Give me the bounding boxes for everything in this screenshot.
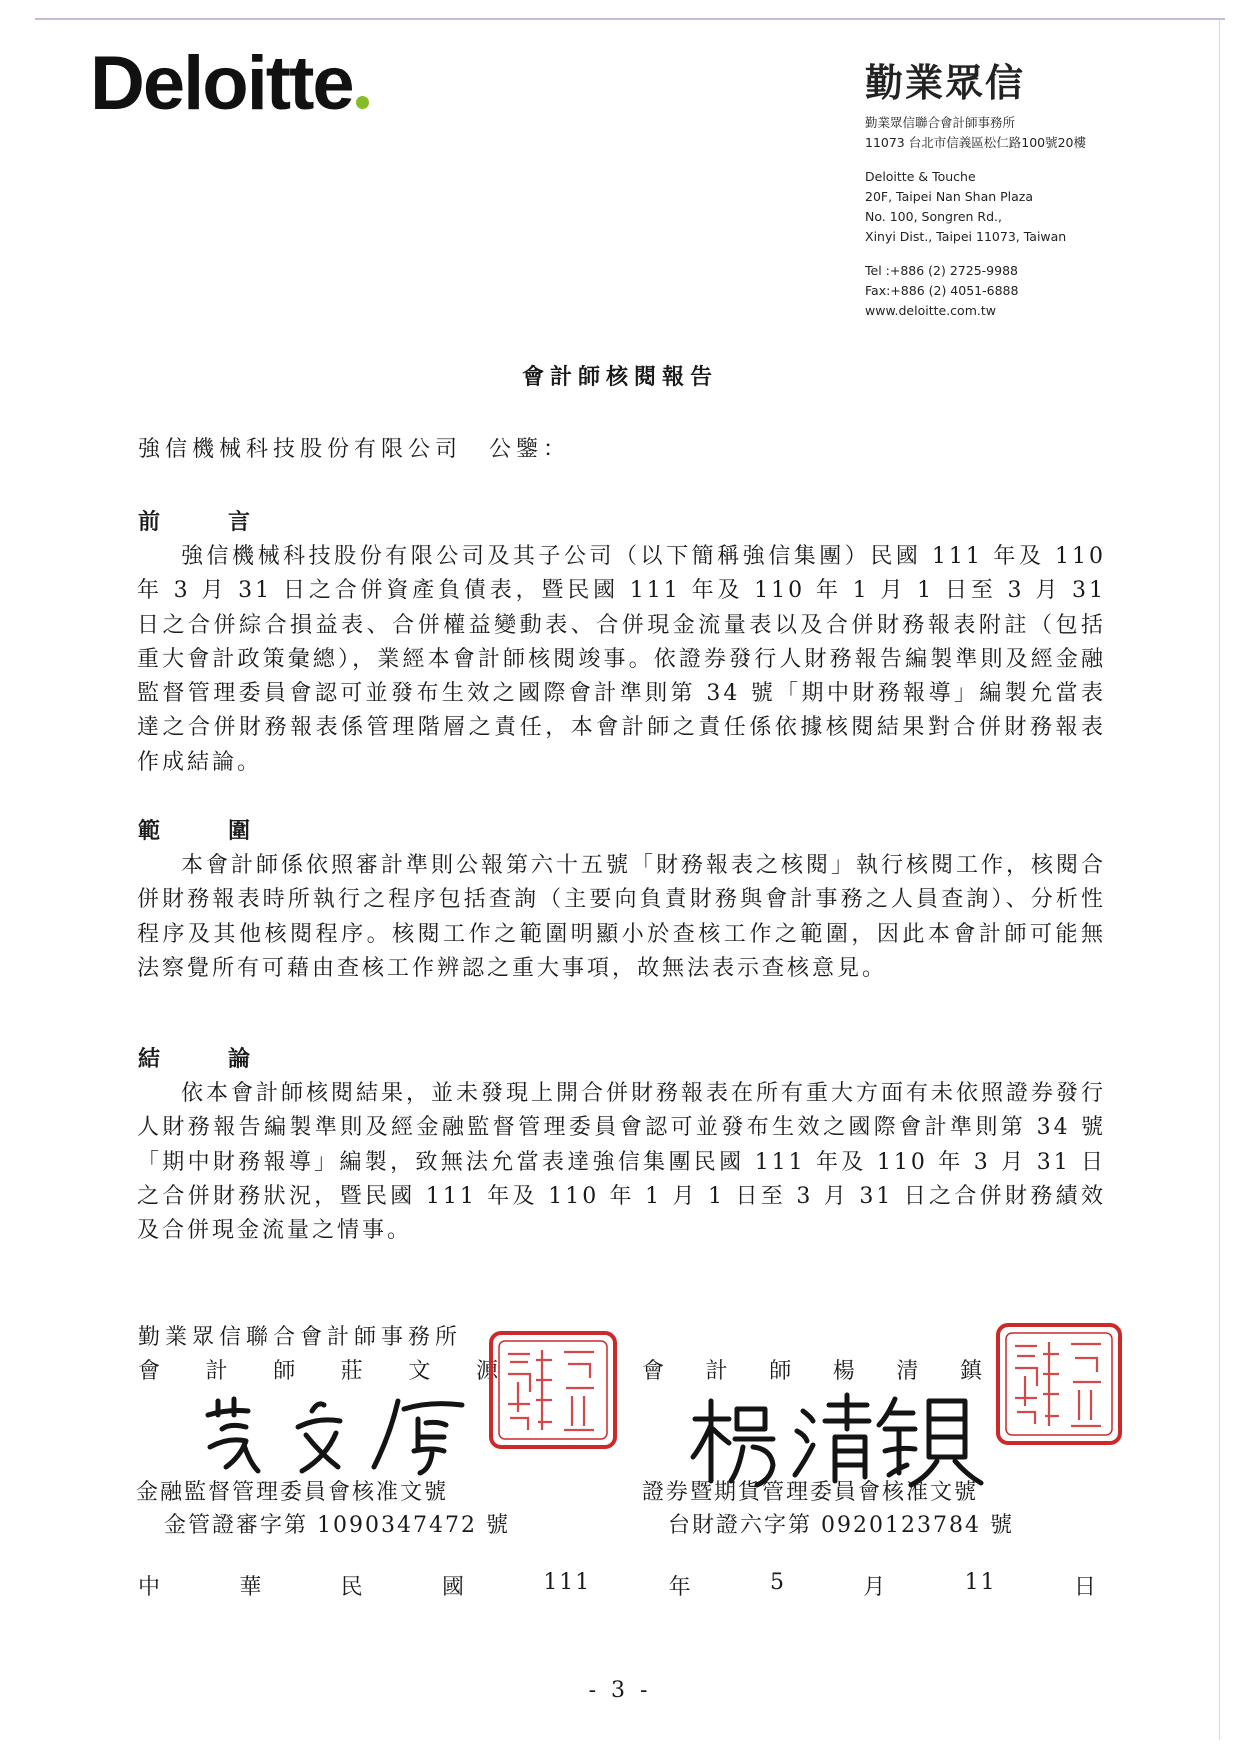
address-en-line: No. 100, Songren Rd., [865, 209, 1002, 224]
report-title: 會計師核閱報告 [521, 364, 718, 390]
firm-address-block [865, 52, 1215, 321]
cpa-right-label [642, 1354, 982, 1385]
label-char: 源 [475, 1359, 498, 1384]
date-part: 5 [769, 1570, 786, 1595]
cpa-left-seal [488, 1330, 618, 1450]
section-body-conclusion: 依本會計師核閱結果，並未發現上開合併財務報表在所有重大方面有未依照證券發行人財務報告編製準則及經金融監督管理委員會認可並發布生效之國際會計準則第 34 號「期中財務報導」編製，致無法允當表達強信集團民國 111 年及 110 年 3 月 31 日之合併財務狀況，暨民國 111 年及 110 年 1 月 1 日至 3 月 31 日之合併財務績效及合併現金流量之情事。 [137, 1081, 1107, 1244]
cpa-left-handwritten-signature [200, 1385, 485, 1480]
date-part: 華 [239, 1575, 264, 1600]
cpa-left-label [138, 1354, 498, 1385]
heading-char: 範 [138, 818, 161, 844]
page-number: - 3 - [588, 1678, 652, 1703]
label-char: 計 [705, 1359, 728, 1384]
label-char: 師 [273, 1359, 296, 1384]
top-border-line [35, 18, 1225, 20]
addressee: 強信機械科技股份有限公司 公鑒： [138, 437, 571, 462]
address-cn: 11073 台北市信義區松仁路100號20樓 [865, 135, 1087, 150]
approval-right-number: 台財證六字第 0920123784 號 [668, 1513, 1014, 1538]
heading-char: 結 [138, 1046, 161, 1072]
section-body-preface: 強信機械科技股份有限公司及其子公司（以下簡稱強信集團）民國 111 年及 110 年 3 月 31 日之合併資產負債表，暨民國 111 年及 110 年 1 月 1 日至 3 月 31 日之合併綜合損益表、合併權益變動表、合併現金流量表以及合併財務報表附註（包括重大會計政策彙總），業經本會計師核閱竣事。依證券發行人財務報告編製準則及經金融監督管理委員會認可並發布生效之國際會計準則第 34 號「期中財務報導」編製允當表達之合併財務報表係管理階層之責任，本會計師之責任係依據核閱結果對合併財務報表作成結論。 [137, 544, 1106, 775]
date-part: 中 [138, 1575, 163, 1600]
address-en-line: 20F, Taipei Nan Shan Plaza [865, 189, 1034, 204]
fax: Fax:+886 (2) 4051-6888 [865, 283, 1019, 298]
heading-char: 前 [138, 509, 161, 535]
firm-name-cn: 勤業眾信 [865, 61, 1026, 105]
heading-char: 圍 [228, 818, 251, 844]
section-heading-preface [138, 505, 318, 536]
label-char: 鎮 [959, 1359, 982, 1384]
date-part: 國 [441, 1575, 466, 1600]
deloitte-logo [90, 40, 369, 127]
logo-green-dot [356, 96, 369, 109]
cpa-right-seal [995, 1322, 1123, 1446]
approval-right-title: 證券暨期貨管理委員會核准文號 [642, 1480, 979, 1505]
heading-char: 言 [228, 509, 251, 535]
firm-full-name-cn: 勤業眾信聯合會計師事務所 [865, 115, 1016, 130]
label-char: 莊 [340, 1359, 363, 1384]
date-part: 11 [964, 1570, 997, 1595]
label-char: 文 [408, 1359, 431, 1384]
label-char: 師 [769, 1359, 792, 1384]
firm-name-en: Deloitte & Touche [865, 169, 976, 184]
logo-text: Deloitte [90, 41, 353, 126]
telephone: Tel :+886 (2) 2725-9988 [865, 263, 1018, 278]
label-char: 清 [896, 1359, 919, 1384]
section-body-scope: 本會計師係依照審計準則公報第六十五號「財務報表之核閱」執行核閱工作，核閱合併財務報表時所執行之程序包括查詢（主要向負責財務與會計事務之人員查詢）、分析性程序及其他核閱程序。核閱工作之範圍明顯小於查核工作之範圍，因此本會計師可能無法察覺所有可藉由查核工作辨認之重大事項，故無法表示查核意見。 [137, 853, 1107, 981]
label-char: 楊 [832, 1359, 855, 1384]
label-char: 會 [642, 1359, 665, 1384]
date-part: 月 [863, 1575, 888, 1600]
report-date [138, 1570, 1098, 1601]
date-part: 年 [668, 1575, 693, 1600]
section-heading-conclusion [138, 1042, 318, 1073]
label-char: 計 [205, 1359, 228, 1384]
approval-left-number: 金管證審字第 1090347472 號 [164, 1513, 510, 1538]
signing-firm: 勤業眾信聯合會計師事務所 [138, 1325, 463, 1350]
address-en-line: Xinyi Dist., Taipei 11073, Taiwan [865, 229, 1067, 244]
date-part: 日 [1073, 1575, 1098, 1600]
date-part: 民 [340, 1575, 365, 1600]
website-link[interactable]: www.deloitte.com.tw [865, 303, 996, 318]
section-heading-scope [138, 814, 318, 845]
label-char: 會 [138, 1359, 161, 1384]
approval-left-title: 金融監督管理委員會核准文號 [136, 1480, 449, 1505]
right-margin-line [1219, 20, 1220, 1740]
date-part: 111 [543, 1570, 592, 1595]
heading-char: 論 [228, 1046, 251, 1072]
